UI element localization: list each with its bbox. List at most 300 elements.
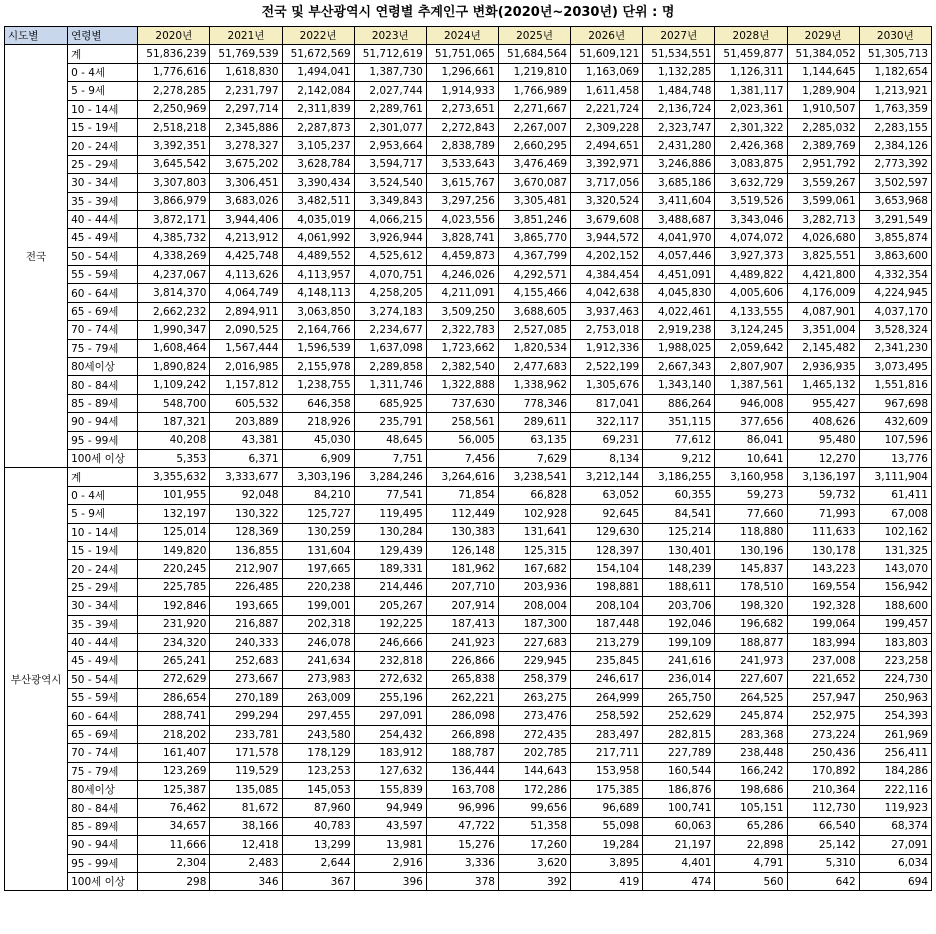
value-cell: 3,559,267	[787, 174, 859, 192]
value-cell: 94,949	[354, 799, 426, 817]
value-cell: 3,937,463	[571, 302, 643, 320]
value-cell: 60,063	[643, 817, 715, 835]
value-cell: 3,284,246	[354, 468, 426, 486]
value-cell: 34,657	[138, 817, 210, 835]
value-cell: 81,672	[210, 799, 282, 817]
value-cell: 378	[426, 872, 498, 890]
value-cell: 2,936,935	[787, 358, 859, 376]
value-cell: 299,294	[210, 707, 282, 725]
value-cell: 3,865,770	[498, 229, 570, 247]
value-cell: 3,351,004	[787, 321, 859, 339]
value-cell: 3,297,256	[426, 192, 498, 210]
value-cell: 66,828	[498, 486, 570, 504]
value-cell: 59,273	[715, 486, 787, 504]
value-cell: 246,617	[571, 670, 643, 688]
table-row	[5, 321, 932, 339]
value-cell: 270,189	[210, 689, 282, 707]
age-cell: 80 - 84세	[68, 376, 138, 394]
value-cell: 4,258,205	[354, 284, 426, 302]
value-cell: 250,963	[859, 689, 931, 707]
value-cell: 286,654	[138, 689, 210, 707]
value-cell: 3,411,604	[643, 192, 715, 210]
value-cell: 40,208	[138, 431, 210, 449]
value-cell: 223,258	[859, 652, 931, 670]
value-cell: 135,085	[210, 781, 282, 799]
value-cell: 102,928	[498, 505, 570, 523]
value-cell: 1,387,561	[715, 376, 787, 394]
value-cell: 99,656	[498, 799, 570, 817]
value-cell: 967,698	[859, 394, 931, 412]
value-cell: 202,318	[282, 615, 354, 633]
value-cell: 2,662,232	[138, 302, 210, 320]
age-cell: 15 - 19세	[68, 118, 138, 136]
value-cell: 2,027,744	[354, 82, 426, 100]
value-cell: 2,951,792	[787, 155, 859, 173]
value-cell: 2,753,018	[571, 321, 643, 339]
value-cell: 7,629	[498, 449, 570, 467]
value-cell: 3,105,237	[282, 137, 354, 155]
value-cell: 69,231	[571, 431, 643, 449]
value-cell: 22,898	[715, 836, 787, 854]
value-cell: 605,532	[210, 394, 282, 412]
value-cell: 184,286	[859, 762, 931, 780]
header-row	[5, 27, 932, 45]
value-cell: 3,274,183	[354, 302, 426, 320]
value-cell: 4,064,749	[210, 284, 282, 302]
value-cell: 254,393	[859, 707, 931, 725]
value-cell: 3,519,526	[715, 192, 787, 210]
value-cell: 3,866,979	[138, 192, 210, 210]
value-cell: 3,927,373	[715, 247, 787, 265]
value-cell: 100,741	[643, 799, 715, 817]
header-year: 2027년	[643, 27, 715, 45]
value-cell: 198,686	[715, 781, 787, 799]
value-cell: 737,630	[426, 394, 498, 412]
table-body	[5, 45, 932, 891]
value-cell: 193,665	[210, 597, 282, 615]
value-cell: 2,287,873	[282, 118, 354, 136]
value-cell: 2,431,280	[643, 137, 715, 155]
value-cell: 11,666	[138, 836, 210, 854]
value-cell: 4,176,009	[787, 284, 859, 302]
value-cell: 1,213,921	[859, 82, 931, 100]
value-cell: 4,211,091	[426, 284, 498, 302]
value-cell: 2,278,285	[138, 82, 210, 100]
value-cell: 3,717,056	[571, 174, 643, 192]
value-cell: 2,323,747	[643, 118, 715, 136]
value-cell: 1,238,755	[282, 376, 354, 394]
value-cell: 2,016,985	[210, 358, 282, 376]
value-cell: 2,283,155	[859, 118, 931, 136]
value-cell: 1,381,117	[715, 82, 787, 100]
value-cell: 43,381	[210, 431, 282, 449]
value-cell: 3,303,196	[282, 468, 354, 486]
value-cell: 257,947	[787, 689, 859, 707]
value-cell: 227,607	[715, 670, 787, 688]
value-cell: 220,245	[138, 560, 210, 578]
age-cell: 5 - 9세	[68, 505, 138, 523]
value-cell: 125,014	[138, 523, 210, 541]
value-cell: 13,299	[282, 836, 354, 854]
table-row	[5, 505, 932, 523]
value-cell: 2,155,978	[282, 358, 354, 376]
value-cell: 255,196	[354, 689, 426, 707]
value-cell: 2,145,482	[787, 339, 859, 357]
value-cell: 642	[787, 872, 859, 890]
table-row	[5, 689, 932, 707]
value-cell: 131,641	[498, 523, 570, 541]
value-cell: 199,001	[282, 597, 354, 615]
value-cell: 235,845	[571, 652, 643, 670]
table-row	[5, 358, 932, 376]
value-cell: 3,620	[498, 854, 570, 872]
value-cell: 13,776	[859, 449, 931, 467]
value-cell: 125,387	[138, 781, 210, 799]
value-cell: 3,186,255	[643, 468, 715, 486]
value-cell: 3,851,246	[498, 210, 570, 228]
value-cell: 1,637,098	[354, 339, 426, 357]
value-cell: 4,525,612	[354, 247, 426, 265]
header-year: 2023년	[354, 27, 426, 45]
value-cell: 186,876	[643, 781, 715, 799]
age-cell: 95 - 99세	[68, 431, 138, 449]
value-cell: 2,667,343	[643, 358, 715, 376]
value-cell: 1,126,311	[715, 63, 787, 81]
value-cell: 4,384,454	[571, 266, 643, 284]
value-cell: 266,898	[426, 725, 498, 743]
value-cell: 3,264,616	[426, 468, 498, 486]
age-cell: 75 - 79세	[68, 762, 138, 780]
age-cell: 40 - 44세	[68, 633, 138, 651]
value-cell: 95,480	[787, 431, 859, 449]
value-cell: 3,675,202	[210, 155, 282, 173]
value-cell: 2,494,651	[571, 137, 643, 155]
value-cell: 3,944,406	[210, 210, 282, 228]
value-cell: 3,533,643	[426, 155, 498, 173]
value-cell: 51,459,877	[715, 45, 787, 63]
age-cell: 80세이상	[68, 781, 138, 799]
value-cell: 126,148	[426, 541, 498, 559]
header-age: 연령별	[68, 27, 138, 45]
value-cell: 1,157,812	[210, 376, 282, 394]
value-cell: 1,305,676	[571, 376, 643, 394]
value-cell: 2,289,858	[354, 358, 426, 376]
value-cell: 3,336	[426, 854, 498, 872]
value-cell: 2,322,783	[426, 321, 498, 339]
value-cell: 220,238	[282, 578, 354, 596]
age-cell: 60 - 64세	[68, 707, 138, 725]
value-cell: 946,008	[715, 394, 787, 412]
value-cell: 192,046	[643, 615, 715, 633]
value-cell: 4,367,799	[498, 247, 570, 265]
value-cell: 130,322	[210, 505, 282, 523]
value-cell: 25,142	[787, 836, 859, 854]
value-cell: 2,285,032	[787, 118, 859, 136]
value-cell: 205,267	[354, 597, 426, 615]
table-row	[5, 210, 932, 228]
value-cell: 273,224	[787, 725, 859, 743]
value-cell: 1,322,888	[426, 376, 498, 394]
value-cell: 9,212	[643, 449, 715, 467]
value-cell: 2,142,084	[282, 82, 354, 100]
value-cell: 4,087,901	[787, 302, 859, 320]
age-cell: 25 - 29세	[68, 578, 138, 596]
value-cell: 256,411	[859, 744, 931, 762]
value-cell: 3,238,541	[498, 468, 570, 486]
value-cell: 2,023,361	[715, 100, 787, 118]
value-cell: 392	[498, 872, 570, 890]
value-cell: 3,594,717	[354, 155, 426, 173]
value-cell: 4,459,873	[426, 247, 498, 265]
age-cell: 100세 이상	[68, 872, 138, 890]
value-cell: 183,803	[859, 633, 931, 651]
value-cell: 367	[282, 872, 354, 890]
table-row	[5, 63, 932, 81]
value-cell: 4,155,466	[498, 284, 570, 302]
value-cell: 4,042,638	[571, 284, 643, 302]
value-cell: 119,495	[354, 505, 426, 523]
value-cell: 4,037,170	[859, 302, 931, 320]
value-cell: 3,863,600	[859, 247, 931, 265]
value-cell: 5,310	[787, 854, 859, 872]
value-cell: 4,791	[715, 854, 787, 872]
value-cell: 222,116	[859, 781, 931, 799]
value-cell: 4,224,945	[859, 284, 931, 302]
value-cell: 258,379	[498, 670, 570, 688]
value-cell: 131,325	[859, 541, 931, 559]
value-cell: 202,785	[498, 744, 570, 762]
value-cell: 61,411	[859, 486, 931, 504]
value-cell: 3,349,843	[354, 192, 426, 210]
table-row	[5, 762, 932, 780]
table-row	[5, 118, 932, 136]
value-cell: 51,684,564	[498, 45, 570, 63]
value-cell: 273,983	[282, 670, 354, 688]
value-cell: 283,497	[571, 725, 643, 743]
value-cell: 3,524,540	[354, 174, 426, 192]
table-row	[5, 174, 932, 192]
value-cell: 112,730	[787, 799, 859, 817]
value-cell: 225,785	[138, 578, 210, 596]
age-cell: 10 - 14세	[68, 100, 138, 118]
age-cell: 70 - 74세	[68, 744, 138, 762]
age-cell: 45 - 49세	[68, 229, 138, 247]
age-cell: 85 - 89세	[68, 394, 138, 412]
value-cell: 4,338,269	[138, 247, 210, 265]
value-cell: 178,510	[715, 578, 787, 596]
value-cell: 187,321	[138, 413, 210, 431]
value-cell: 216,887	[210, 615, 282, 633]
value-cell: 169,554	[787, 578, 859, 596]
value-cell: 187,413	[426, 615, 498, 633]
value-cell: 136,444	[426, 762, 498, 780]
value-cell: 273,476	[498, 707, 570, 725]
value-cell: 125,315	[498, 541, 570, 559]
table-row	[5, 872, 932, 890]
value-cell: 1,910,507	[787, 100, 859, 118]
value-cell: 86,041	[715, 431, 787, 449]
value-cell: 51,534,551	[643, 45, 715, 63]
value-cell: 2,234,677	[354, 321, 426, 339]
value-cell: 694	[859, 872, 931, 890]
age-cell: 80세이상	[68, 358, 138, 376]
value-cell: 136,855	[210, 541, 282, 559]
value-cell: 51,836,239	[138, 45, 210, 63]
value-cell: 4,421,800	[787, 266, 859, 284]
value-cell: 123,253	[282, 762, 354, 780]
value-cell: 101,955	[138, 486, 210, 504]
value-cell: 817,041	[571, 394, 643, 412]
table-row	[5, 284, 932, 302]
table-row	[5, 100, 932, 118]
value-cell: 3,685,186	[643, 174, 715, 192]
value-cell: 232,818	[354, 652, 426, 670]
value-cell: 3,528,324	[859, 321, 931, 339]
age-cell: 10 - 14세	[68, 523, 138, 541]
value-cell: 3,476,469	[498, 155, 570, 173]
value-cell: 3,926,944	[354, 229, 426, 247]
value-cell: 241,634	[282, 652, 354, 670]
value-cell: 3,670,087	[498, 174, 570, 192]
age-cell: 20 - 24세	[68, 137, 138, 155]
value-cell: 7,456	[426, 449, 498, 467]
age-cell: 90 - 94세	[68, 836, 138, 854]
value-cell: 1,289,904	[787, 82, 859, 100]
population-table	[4, 26, 932, 891]
value-cell: 3,136,197	[787, 468, 859, 486]
value-cell: 1,776,616	[138, 63, 210, 81]
value-cell: 955,427	[787, 394, 859, 412]
table-row	[5, 652, 932, 670]
value-cell: 71,993	[787, 505, 859, 523]
value-cell: 132,197	[138, 505, 210, 523]
value-cell: 77,660	[715, 505, 787, 523]
value-cell: 286,098	[426, 707, 498, 725]
value-cell: 51,769,539	[210, 45, 282, 63]
age-cell: 45 - 49세	[68, 652, 138, 670]
value-cell: 265,838	[426, 670, 498, 688]
age-cell: 55 - 59세	[68, 689, 138, 707]
value-cell: 262,221	[426, 689, 498, 707]
value-cell: 1,163,069	[571, 63, 643, 81]
value-cell: 3,160,958	[715, 468, 787, 486]
value-cell: 297,091	[354, 707, 426, 725]
value-cell: 3,653,968	[859, 192, 931, 210]
value-cell: 646,358	[282, 394, 354, 412]
value-cell: 1,608,464	[138, 339, 210, 357]
value-cell: 1,618,830	[210, 63, 282, 81]
header-year: 2026년	[571, 27, 643, 45]
value-cell: 17,260	[498, 836, 570, 854]
value-cell: 243,580	[282, 725, 354, 743]
table-row	[5, 247, 932, 265]
value-cell: 778,346	[498, 394, 570, 412]
age-cell: 0 - 4세	[68, 486, 138, 504]
value-cell: 2,345,886	[210, 118, 282, 136]
value-cell: 282,815	[643, 725, 715, 743]
table-row	[5, 781, 932, 799]
value-cell: 2,341,230	[859, 339, 931, 357]
value-cell: 474	[643, 872, 715, 890]
value-cell: 226,866	[426, 652, 498, 670]
value-cell: 130,284	[354, 523, 426, 541]
value-cell: 15,276	[426, 836, 498, 854]
value-cell: 129,439	[354, 541, 426, 559]
value-cell: 233,781	[210, 725, 282, 743]
value-cell: 229,945	[498, 652, 570, 670]
value-cell: 4,066,215	[354, 210, 426, 228]
value-cell: 2,289,761	[354, 100, 426, 118]
value-cell: 13,981	[354, 836, 426, 854]
value-cell: 254,432	[354, 725, 426, 743]
value-cell: 3,688,605	[498, 302, 570, 320]
value-cell: 3,814,370	[138, 284, 210, 302]
value-cell: 51,672,569	[282, 45, 354, 63]
value-cell: 2,311,839	[282, 100, 354, 118]
value-cell: 203,936	[498, 578, 570, 596]
value-cell: 208,104	[571, 597, 643, 615]
value-cell: 2,838,789	[426, 137, 498, 155]
value-cell: 218,202	[138, 725, 210, 743]
value-cell: 3,615,767	[426, 174, 498, 192]
value-cell: 2,660,295	[498, 137, 570, 155]
value-cell: 221,652	[787, 670, 859, 688]
value-cell: 56,005	[426, 431, 498, 449]
value-cell: 10,641	[715, 449, 787, 467]
value-cell: 166,242	[715, 762, 787, 780]
value-cell: 198,881	[571, 578, 643, 596]
value-cell: 2,090,525	[210, 321, 282, 339]
value-cell: 8,134	[571, 449, 643, 467]
value-cell: 145,837	[715, 560, 787, 578]
age-cell: 35 - 39세	[68, 192, 138, 210]
value-cell: 207,914	[426, 597, 498, 615]
value-cell: 213,279	[571, 633, 643, 651]
value-cell: 3,392,971	[571, 155, 643, 173]
region-cell: 전국	[5, 45, 68, 468]
value-cell: 143,070	[859, 560, 931, 578]
value-cell: 263,009	[282, 689, 354, 707]
table-row	[5, 799, 932, 817]
value-cell: 76,462	[138, 799, 210, 817]
value-cell: 203,706	[643, 597, 715, 615]
value-cell: 351,115	[643, 413, 715, 431]
value-cell: 77,612	[643, 431, 715, 449]
value-cell: 1,763,359	[859, 100, 931, 118]
table-row	[5, 449, 932, 467]
value-cell: 1,567,444	[210, 339, 282, 357]
table-row	[5, 468, 932, 486]
age-cell: 65 - 69세	[68, 725, 138, 743]
value-cell: 130,196	[715, 541, 787, 559]
value-cell: 183,994	[787, 633, 859, 651]
value-cell: 143,223	[787, 560, 859, 578]
table-row	[5, 192, 932, 210]
page-title: 전국 및 부산광역시 연령별 추계인구 변화(2020년~2030년) 단위 : 명	[261, 5, 675, 20]
value-cell: 2,382,540	[426, 358, 498, 376]
value-cell: 48,645	[354, 431, 426, 449]
value-cell: 3,111,904	[859, 468, 931, 486]
value-cell: 234,320	[138, 633, 210, 651]
value-cell: 2,250,969	[138, 100, 210, 118]
value-cell: 246,666	[354, 633, 426, 651]
table-row	[5, 541, 932, 559]
value-cell: 65,286	[715, 817, 787, 835]
value-cell: 154,104	[571, 560, 643, 578]
value-cell: 3,825,551	[787, 247, 859, 265]
value-cell: 63,052	[571, 486, 643, 504]
value-cell: 102,162	[859, 523, 931, 541]
